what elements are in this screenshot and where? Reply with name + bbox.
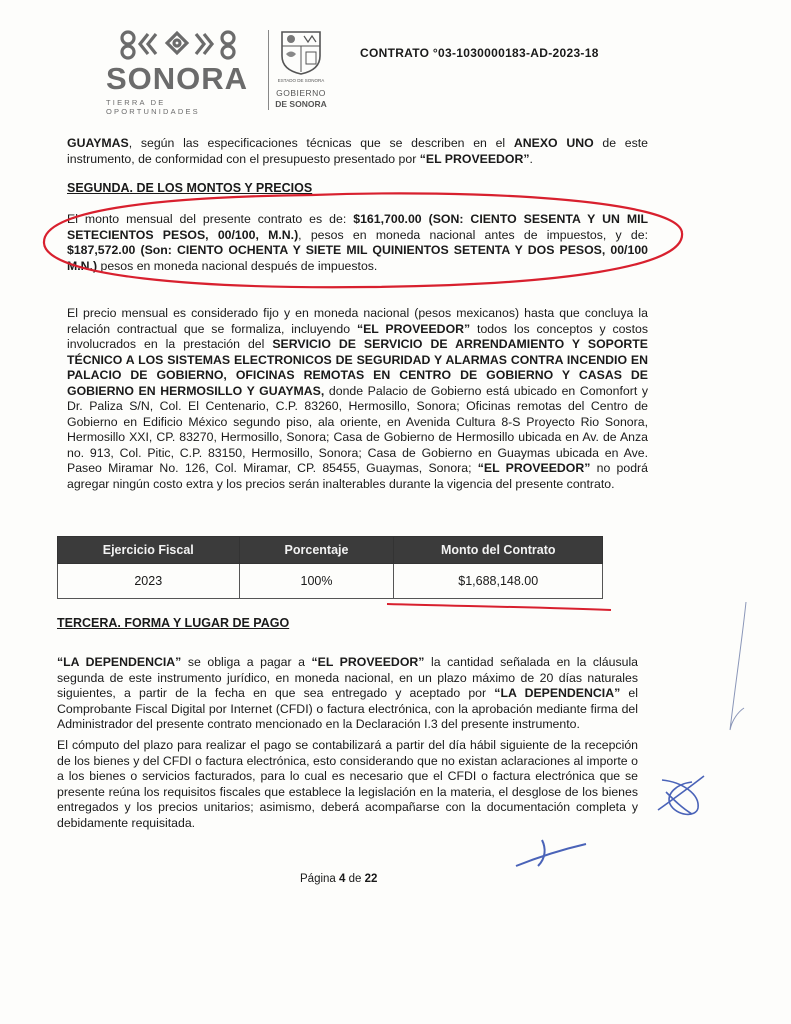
intro-bold-3: “EL PROVEEDOR” <box>419 151 530 166</box>
logo-text: SONORA <box>106 61 249 96</box>
payment-bold-3: “LA DEPENDENCIA” <box>494 686 621 700</box>
service-description: SERVICIO DE SERVICIO DE ARRENDAMIENTO Y SOPORTE TÉCNICO A LOS SISTEMAS ELECTRONICOS DE SEGURIDAD Y ALARMAS CONTRA INCENDIO EN PALACIO DE GOBIERNO, OFICINAS REMOTAS EN CENTRO DE GOBIERNO Y CASAS DE GOBIERNO EN HERMOSILLO Y GUAYMAS, <box>67 337 648 398</box>
price-bold-1: “EL PROVEEDOR” <box>356 321 471 336</box>
contract-number: CONTRATO °03-1030000183-AD-2023-18 <box>360 46 599 60</box>
logo-subtitle: TIERRA DE OPORTUNIDADES <box>106 98 200 116</box>
footer-prefix: Página <box>300 873 340 885</box>
amounts-text-2: , pesos en moneda nacional antes de impuestos, y de: <box>298 227 649 242</box>
government-seal <box>272 28 330 112</box>
amounts-text-1: El monto mensual del presente contrato es de: <box>67 212 354 226</box>
intro-bold-2: ANEXO UNO <box>513 136 594 150</box>
intro-text-3: . <box>529 151 533 166</box>
section-two-price-paragraph <box>67 306 648 492</box>
seal-caption-small: ESTADO DE SONORA <box>277 78 325 83</box>
table-cell-year: 2023 <box>58 564 240 599</box>
table-header-row <box>58 537 603 564</box>
payment-bold-1: “LA DEPENDENCIA” <box>57 655 182 669</box>
header-divider <box>268 30 269 110</box>
column-header: Ejercicio Fiscal <box>58 537 240 564</box>
margin-signature-line <box>722 600 752 740</box>
footer-page-total: 22 <box>364 873 378 885</box>
price-text-3: donde Palacio de Gobierno está ubicado en Comonfort y Dr. Paliza S/N, Col. El Centenario, C.P. 83260, Hermosillo, Sonora; Oficinas remotas del Centro de Gobierno en Edificio México segundo piso, ala oriente, en Avenida Cultura 8-S Proyecto Rio Sonora, Hermosillo XXI, CP. 83270, Hermosillo, Sonora; Casa de Gobierno de Hermosillo ubicada en Av. de Anza no. 913, Col. Pitic, C.P. 83150, Hermosillo, Sonora; Casa de Gobierno en Guaymas ubicada en Ave. Paseo Miramar No. 126, Col. Miramar, CP. 85455, Guaymas, Sonora; <box>67 383 648 475</box>
seal-caption-gobierno: GOBIERNO <box>276 88 326 98</box>
price-text-4: no podrá agregar ningún costo extra y los precios serán inalterables durante la vigencia del presente contrato. <box>67 461 648 491</box>
sonora-ornament-icon <box>114 26 264 62</box>
table-row <box>58 564 603 599</box>
coat-of-arms-icon <box>276 28 326 76</box>
payment-text-1: se obliga a pagar a <box>181 655 312 669</box>
red-ellipse-annotation <box>40 185 688 293</box>
footer-page-number: 4 <box>339 873 346 885</box>
amount-before-tax: $161,700.00 (SON: CIENTO SESENTA Y UN MIL SETECIENTOS PESOS, 00/100, M.N.) <box>67 212 649 242</box>
bottom-signature-icon <box>512 834 592 874</box>
column-header: Porcentaje <box>239 537 394 564</box>
footer-middle: de <box>345 873 365 885</box>
initials-signature-icon <box>652 770 712 822</box>
price-text-1: El precio mensual es considerado fijo y en moneda nacional (pesos mexicanos) hasta que concluya la relación contractual que se formaliza, incluyendo <box>67 306 648 336</box>
sonora-logo <box>100 26 260 116</box>
intro-text-2: de este instrumento, de conformidad con el presupuesto presentado por <box>67 136 648 166</box>
section-three-term-paragraph: El cómputo del plazo para realizar el pago se contabilizará a partir del día hábil siguiente de la recepción de los bienes y del CFDI o factura electrónica, esto considerando que no existan aclaraciones al importe o a los bienes o servicios facturados, para lo cual es necesario que el CFDI o factura electrónica que se presente reúna los requisitos fiscales que establece la legislación en la materia, el desglose de los bienes entregados y los precios unitarios; asimismo, deberá acompañarse con la documentación completa y debidamente requisitada. <box>57 738 638 830</box>
section-two-heading: SEGUNDA. DE LOS MONTOS Y PRECIOS <box>67 181 313 195</box>
seal-caption-de-sonora: DE SONORA <box>275 99 327 109</box>
intro-bold-1: GUAYMAS <box>67 136 129 150</box>
payment-text-3: el Comprobante Fiscal Digital por Internet (CFDI) o factura electrónica, con la aprobación mediante firma del Administrador del presente contrato mencionado en la Declaración I.3 del presente instrumento. <box>57 686 638 731</box>
intro-text-1: , según las especificaciones técnicas que se describen en el <box>128 136 514 150</box>
page-footer <box>300 873 377 885</box>
amount-after-tax: $187,572.00 (Son: CIENTO OCHENTA Y SIETE MIL QUINIENTOS SETENTA Y DOS PESOS, 00/100 M.N.) <box>67 243 648 273</box>
price-text-2: todos los conceptos y costos involucrados en la prestación del <box>67 321 648 351</box>
section-three-payment-paragraph <box>57 655 638 733</box>
column-header: Monto del Contrato <box>394 537 603 564</box>
amounts-text-3: pesos en moneda nacional después de impuestos. <box>97 258 378 273</box>
table-cell-amount: $1,688,148.00 <box>394 564 603 599</box>
payment-bold-2: “EL PROVEEDOR” <box>311 655 425 669</box>
price-bold-3: “EL PROVEEDOR” <box>477 461 591 475</box>
section-three-heading: TERCERA. FORMA Y LUGAR DE PAGO <box>57 616 290 630</box>
intro-paragraph <box>67 136 648 167</box>
fiscal-year-table <box>57 536 603 599</box>
table-cell-percentage: 100% <box>239 564 394 599</box>
red-underline-annotation <box>385 600 615 612</box>
payment-text-2: la cantidad señalada en la cláusula segunda de este instrumento jurídico, en moneda nacional, en un plazo máximo de 20 días naturales siguientes, a partir de la fecha en que sea entregado y aceptado por <box>57 655 639 700</box>
